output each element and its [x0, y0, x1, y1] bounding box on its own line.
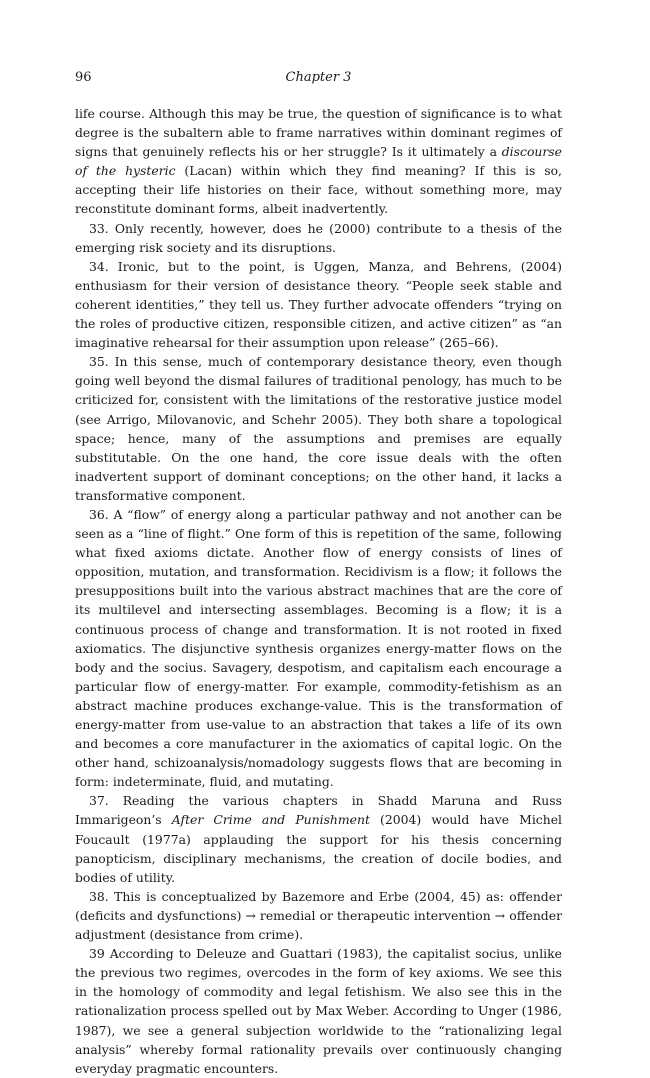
text-run: (Lacan) within which they find meaning? If this is so, accepting their life histories on their face, without something more, may reconstitute dominant forms, albeit inadvertently. [75, 163, 562, 217]
running-head: Chapter 3 [285, 70, 352, 85]
text-run: 36. A “flow” of energy along a particular pathway and not another can be seen as a “line of flight.” One form of this is repetition of the same, following what fixed axioms dictate. Another flow of energy consists of lines of opposition, mutation, and transformation. Recidivism is a flow; it follows the presuppositions built into the various abstract machines that are the core of its multilevel and intersecting assemblages. Becoming is a flow; it is a continuous process of change and transformation. It is not rooted in fixed axiomatics. The disjunctive synthesis organizes energy-matter flows on the body and the socius. Savagery, despotism, and capitalism each encourage a particular flow of energy-matter. For example, commodity-fetishism as an abstract machine produces exchange-value. This is the transformation of energy-matter from use-value to an abstraction that takes a life of its own and becomes a core manufacturer in the axiomatics of capital logic. On the other hand, schizoanalysis/nomadology suggests flows that are becoming in form: indeterminate, fluid, and mutating. [75, 506, 562, 790]
text-run: 38. This is conceptualized by Bazemore and Erbe (2004, 45) as: offender (deficits and dysfunctions) → remedial or therapeutic intervention → offender adjustment (desistance from crime). [75, 888, 562, 943]
endnote-paragraph [75, 944, 562, 1078]
text-run: 39 According to Deleuze and Guattari (1983), the capitalist socius, unlike the previous two regimes, overcodes in the form of key axioms. We see this in the homology of commodity and legal fetishism. We also see this in the rationalization process spelled out by Max Weber. According to Unger (1986, 1987), we see a general subjection worldwide to the “rationalizing legal analysis” whereby formal rationality prevails over continuously changing everyday pragmatic encounters. [75, 946, 562, 1076]
italic-title-text: discourse of the hysteric [75, 144, 562, 179]
text-run: (2004) would have Michel Foucault (1977a) applauding the support for his thesis concerning panopticism, disciplinary mechanisms, the creation of docile bodies, and bodies of utility. [75, 812, 563, 885]
text-run: 37. Reading the various chapters in Shadd Maruna and Russ Immarigeon’s [75, 793, 562, 828]
page-header [75, 70, 562, 88]
text-run: 33. Only recently, however, does he (2000) contribute to a thesis of the emerging risk society and its disruptions. [75, 220, 562, 255]
text-run: life course. Although this may be true, the question of significance is to what degree is the subaltern able to frame narratives within dominant regimes of signs that genuinely reflects his or her struggle? Is it ultimately a [75, 106, 562, 160]
continuation-paragraph [75, 104, 562, 219]
text-run: 34. Ironic, but to the point, is Uggen, Manza, and Behrens, (2004) enthusiasm for their version of desistance theory. “People seek stable and coherent identities,” they tell us. They further advocate offenders “trying on the roles of productive citizen, responsible citizen, and active citizen” as “an imaginative rehearsal for their assumption upon release” (265–66). [75, 258, 562, 351]
endnote-paragraph [75, 887, 562, 944]
endnote-paragraph [75, 352, 562, 505]
endnote-paragraph [75, 505, 562, 791]
text-run: 35. In this sense, much of contemporary desistance theory, even though going well beyond the dismal failures of traditional penology, has much to be criticized for, consistent with the limitations of the restorative justice model (see Arrigo, Milovanovic, and Schehr 2005). They both share a topological space; hence, many of the assumptions and premises are equally substitutable. On the one hand, the core issue deals with the often inadvertent support of dominant conceptions; on the other hand, it lacks a transformative component. [75, 354, 562, 503]
endnote-paragraph [75, 791, 562, 886]
italic-title-text: After Crime and Punishment [171, 812, 370, 828]
page-number: 96 [75, 70, 92, 85]
endnotes-text [75, 104, 562, 1078]
endnote-paragraph [75, 257, 562, 352]
endnote-paragraph [75, 219, 562, 257]
